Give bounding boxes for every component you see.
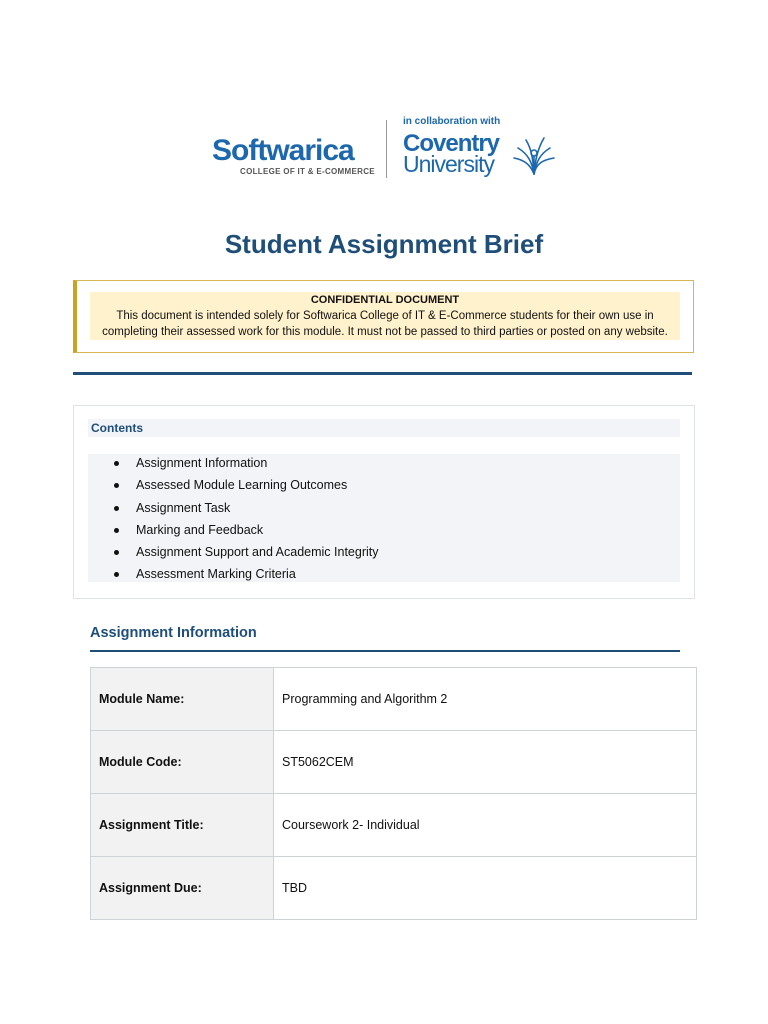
- heading-underline: [90, 650, 680, 652]
- assignment-info-table: [90, 667, 697, 920]
- assignment-title-label: Assignment Title:: [91, 794, 274, 857]
- contents-item-label: Marking and Feedback: [136, 522, 264, 537]
- confidential-text-line: completing their assessed work for this module. It must not be passed to third parties or posted on any website.: [102, 326, 668, 338]
- contents-item[interactable]: [100, 566, 379, 588]
- assignment-due-value: TBD: [274, 857, 697, 920]
- contents-item[interactable]: [100, 455, 379, 477]
- bullet-icon: [114, 506, 119, 511]
- collaboration-text: in collaboration with: [403, 116, 501, 127]
- section-divider: [73, 372, 692, 375]
- assignment-information-heading: Assignment Information: [90, 625, 257, 641]
- bullet-icon: [114, 461, 119, 466]
- table-row: [91, 794, 697, 857]
- softwarica-tagline: COLLEGE OF IT & E-COMMERCE: [240, 167, 375, 176]
- contents-item-label: Assignment Support and Academic Integrity: [136, 545, 379, 560]
- contents-title-bar: [88, 419, 680, 437]
- contents-title: Contents: [91, 421, 143, 435]
- module-name-value: Programming and Algorithm 2: [274, 668, 697, 731]
- contents-item-label: Assignment Task: [136, 500, 231, 515]
- bullet-icon: [114, 483, 119, 488]
- contents-item[interactable]: [100, 477, 379, 499]
- module-code-value: ST5062CEM: [274, 731, 697, 794]
- assignment-title-value: Coursework 2- Individual: [274, 794, 697, 857]
- confidential-notice: [73, 280, 694, 353]
- contents-item[interactable]: [100, 500, 379, 522]
- contents-item-label: Assessed Module Learning Outcomes: [136, 478, 348, 493]
- bullet-icon: [114, 528, 119, 533]
- table-row: [91, 857, 697, 920]
- module-name-label: Module Name:: [91, 668, 274, 731]
- confidential-heading: CONFIDENTIAL DOCUMENT: [310, 294, 460, 306]
- contents-item-label: Assessment Marking Criteria: [136, 567, 296, 582]
- module-code-label: Module Code:: [91, 731, 274, 794]
- table-row: [91, 668, 697, 731]
- table-row: [91, 731, 697, 794]
- contents-list: [100, 455, 379, 589]
- university-logo-text: University: [403, 151, 494, 177]
- contents-item-label: Assignment Information: [136, 456, 268, 470]
- confidential-text-line: This document is intended solely for Softwarica College of IT & E-Commerce students for their own use in: [116, 310, 654, 322]
- bullet-icon: [114, 572, 119, 577]
- contents-item[interactable]: [100, 522, 379, 544]
- softwarica-logo-text: Softwarica: [212, 134, 354, 167]
- phoenix-emblem-icon: [510, 134, 558, 178]
- contents-panel: [73, 405, 695, 599]
- contents-item[interactable]: [100, 544, 379, 566]
- logo-divider: [386, 120, 387, 178]
- document-title: Student Assignment Brief: [224, 229, 544, 259]
- confidential-notice-body: [90, 292, 680, 340]
- bullet-icon: [114, 550, 119, 555]
- assignment-due-label: Assignment Due:: [91, 857, 274, 920]
- header-logos: [212, 114, 562, 182]
- coventry-logo-text: Coventry: [403, 130, 500, 157]
